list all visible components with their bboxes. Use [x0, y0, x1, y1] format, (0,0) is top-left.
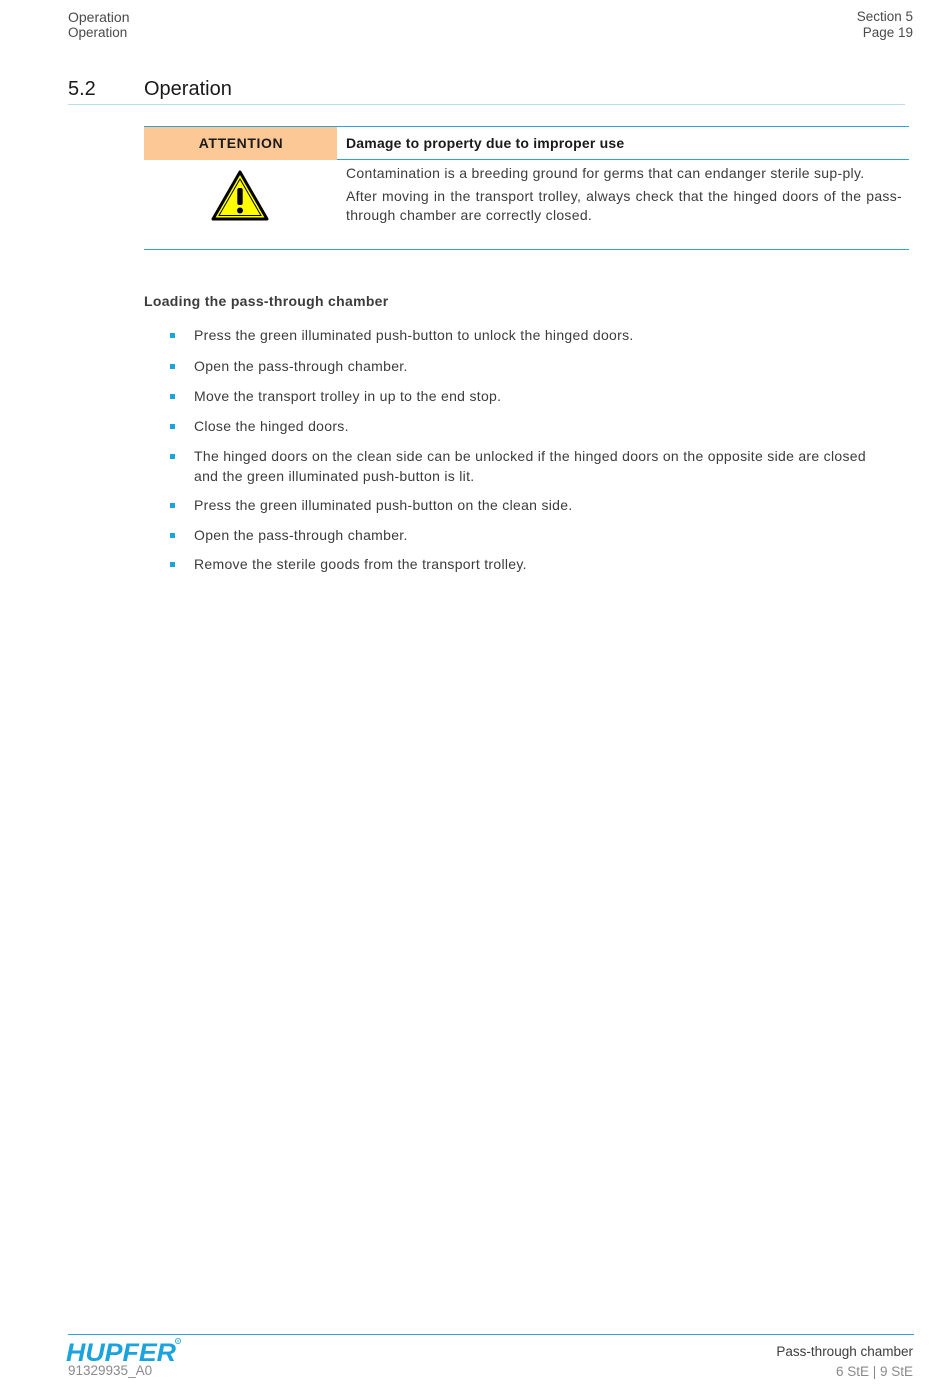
notice-body — [346, 164, 902, 229]
list-item — [144, 387, 884, 407]
bullet-icon — [170, 364, 175, 369]
header-section-name: Operation — [68, 25, 128, 40]
header-section-label: Section 5 — [856, 9, 913, 24]
step-text: Remove the sterile goods from the transport trolley. — [194, 556, 527, 572]
bullet-icon — [170, 503, 175, 508]
bullet-icon — [170, 424, 175, 429]
notice-headline: Damage to property due to improper use — [346, 135, 625, 151]
svg-text:HUPFER: HUPFER — [66, 1339, 176, 1364]
bullet-icon — [170, 394, 175, 399]
model-list: 6 StE | 9 StE — [835, 1364, 913, 1379]
header-page-label: Page 19 — [862, 25, 913, 40]
section-heading — [68, 78, 905, 105]
header-left — [68, 9, 129, 41]
attention-notice — [144, 126, 909, 250]
notice-paragraph: After moving in the transport trolley, always check that the hinged doors of the pass-through chamber are correctly closed. — [346, 187, 902, 223]
loading-heading: Loading the pass-through chamber — [144, 293, 389, 309]
section-title: Operation — [144, 78, 232, 100]
step-text: Open the pass-through chamber. — [194, 357, 408, 374]
warning-triangle-icon — [211, 170, 269, 221]
step-text: Press the green illuminated push-button on the clean side. — [194, 497, 573, 513]
loading-steps — [144, 326, 884, 575]
list-item — [144, 357, 884, 377]
bullet-icon — [170, 333, 175, 338]
footer-divider — [68, 1334, 914, 1335]
header-chapter: Operation — [68, 9, 130, 25]
step-text: Open the pass-through chamber. — [194, 526, 408, 543]
step-text: Move the transport trolley in up to the end stop. — [194, 388, 502, 404]
footer-right — [776, 1343, 913, 1383]
bullet-icon — [170, 533, 175, 538]
svg-text:R: R — [176, 1339, 180, 1344]
list-item — [144, 326, 884, 346]
section-number: 5.2 — [68, 78, 96, 100]
step-text: Close the hinged doors. — [194, 417, 349, 434]
list-item — [144, 526, 884, 546]
product-name: Pass-through chamber — [776, 1344, 913, 1359]
notice-paragraph: Contamination is a breeding ground for germs that can endanger sterile sup-ply. — [346, 165, 865, 181]
signal-word: ATTENTION — [144, 127, 337, 160]
step-text: Press the green illuminated push-button to unlock the hinged doors. — [194, 327, 634, 343]
header-right — [857, 9, 913, 41]
bullet-icon — [170, 562, 175, 567]
list-item — [144, 555, 884, 575]
bullet-icon — [170, 454, 175, 459]
hupfer-logo — [66, 1336, 182, 1364]
list-item — [144, 447, 884, 486]
step-text: The hinged doors on the clean side can be unlocked if the hinged doors on the opposite side are closed and the green illuminated push-button is lit. — [194, 448, 866, 484]
list-item — [144, 496, 884, 516]
doc-number: 91329935_A0 — [68, 1363, 153, 1378]
list-item — [144, 417, 884, 437]
